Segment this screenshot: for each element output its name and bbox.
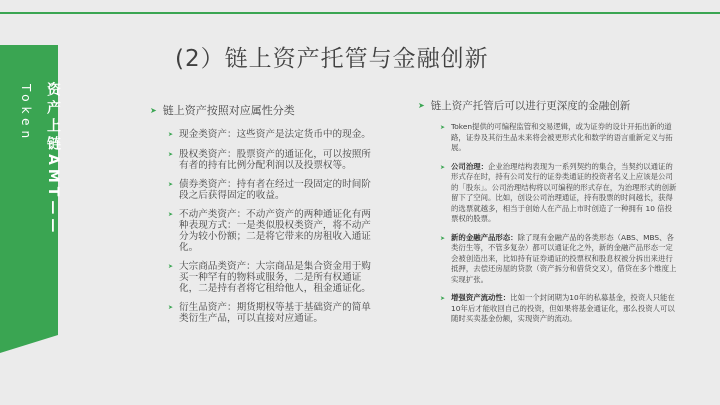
list-item bbox=[168, 302, 380, 324]
list-item bbox=[168, 261, 380, 294]
list-item bbox=[440, 162, 678, 225]
vertical-token-label: Token bbox=[19, 84, 33, 144]
arrow-bullet-icon: ➤ bbox=[440, 234, 446, 242]
list-item-text: 衍生品资产：期货期权等基于基础资产的简单类衍生产品，可以直接对应通证。 bbox=[179, 302, 371, 324]
list-item-text bbox=[451, 293, 678, 325]
arrow-bullet-icon: ➤ bbox=[168, 181, 174, 188]
item-label: 公司治理： bbox=[451, 161, 488, 171]
item-label: 新的金融产品形态： bbox=[451, 232, 518, 242]
arrow-bullet-icon: ➤ bbox=[440, 124, 446, 131]
list-item bbox=[168, 209, 380, 253]
list-item-text: 不动产类资产：不动产资产的两种通证化有两种表现方式：一是类似股权类资产，将不动产分为较小份额；二是将它带来的房租收入通证化。 bbox=[179, 209, 371, 253]
list-item-text: 现金类资产：这些资产是法定货币中的现金。 bbox=[179, 129, 371, 140]
side-panel-tail bbox=[0, 335, 58, 353]
list-item-text: 债券类资产：持有者在经过一段固定的时间阶段之后获得固定的收益。 bbox=[179, 179, 371, 201]
arrow-bullet-icon: ➤ bbox=[150, 106, 157, 115]
left-bullet-list bbox=[168, 129, 380, 324]
list-item bbox=[440, 293, 678, 325]
list-item-text bbox=[451, 122, 678, 154]
item-body: Token提供的可编程监管和交易逻辑，或为证券的设计开拓出新的道路，证券及其衍生品未来将会被更形式化和数学的语言重新定义与拓展。 bbox=[451, 122, 673, 152]
list-item bbox=[168, 149, 380, 171]
list-item-text: 大宗商品类资产：大宗商品是集合资金用于购买一种罕有的物料或服务，二是所有权通证化，二是持有者将它租给他人，租金通证化。 bbox=[179, 261, 371, 294]
left-heading: 链上资产按照对应属性分类 bbox=[162, 104, 295, 117]
arrow-bullet-icon: ➤ bbox=[440, 163, 446, 171]
list-item bbox=[440, 233, 678, 286]
right-bullet-list bbox=[440, 122, 678, 325]
arrow-bullet-icon: ➤ bbox=[168, 263, 174, 270]
list-item-text bbox=[451, 162, 678, 225]
left-column bbox=[150, 104, 380, 332]
item-body: 比如一个封闭期为10年的私募基金，投资人只能在10年后才能收回自己的投资，但如果将基金通证化，那么投资人可以随时买卖基金份额，实现资产的流动。 bbox=[451, 293, 675, 323]
left-heading-row bbox=[150, 104, 380, 118]
slide-title: (2）链上资产托管与金融创新 bbox=[175, 46, 489, 72]
arrow-bullet-icon: ➤ bbox=[168, 211, 174, 218]
arrow-bullet-icon: ➤ bbox=[418, 101, 425, 110]
right-column bbox=[418, 99, 678, 333]
arrow-bullet-icon: ➤ bbox=[168, 304, 174, 311]
arrow-bullet-icon: ➤ bbox=[168, 131, 174, 138]
item-body: 除了现有金融产品的各类形态（ABS、MBS、各类衍生等，不管多复杂）都可以通证化之外，新的金融产品形态一定会被创造出来，比如持有证券通证的投票权和股息权被分拆出来进行抵押，去偿还房屋的贷款（资产拆分和借贷交叉），借贷在多个维度上实现扩张。 bbox=[451, 232, 677, 284]
list-item-text: 股权类资产：股票资产的通证化，可以按照所有者的持有比例分配利润以及投票权等。 bbox=[179, 149, 371, 171]
right-heading-row bbox=[418, 99, 678, 113]
list-item bbox=[168, 129, 380, 141]
arrow-bullet-icon: ➤ bbox=[168, 151, 174, 158]
top-divider-line bbox=[0, 12, 720, 14]
list-item-text bbox=[451, 233, 678, 286]
right-heading: 链上资产托管后可以进行更深度的金融创新 bbox=[430, 100, 631, 112]
arrow-bullet-icon: ➤ bbox=[440, 295, 446, 302]
item-label: 增强资产流动性： bbox=[451, 293, 511, 302]
list-item bbox=[168, 179, 380, 201]
vertical-section-label: 资产上链AMT—— bbox=[45, 82, 61, 237]
list-item bbox=[440, 122, 678, 154]
item-body: 企业治理结构表现为一系列契约的集合，当契约以通证的形式存在时，持有公司发行的证券类通证的投资者名义上应该是公司的「股东」。公司治理结构将以可编程的形式存在，为治理形式的创新留下了空间。比如，创设公司治理通证，持有股票的时间越长，获得的选票就越多，相当于创始人在产品上市时创造了一种拥有 10 倍投票权的股票。 bbox=[451, 161, 677, 223]
